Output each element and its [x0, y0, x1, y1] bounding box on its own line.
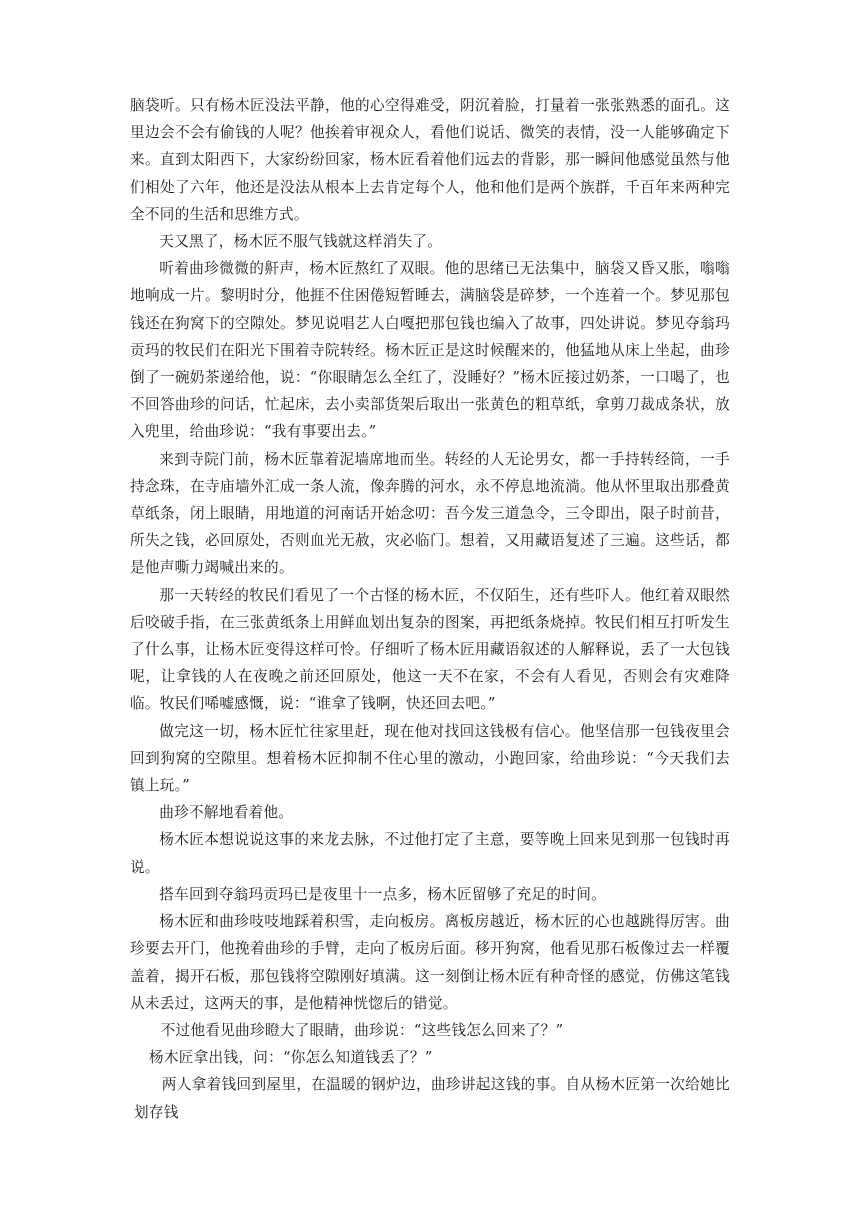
paragraph-6: 做完这一切，杨木匠忙往家里赶，现在他对找回这钱极有信心。他坚信那一包钱夜里会回到狗窝的空隙里。想着杨木匠抑制不住心里的激动，小跑回家，给曲珍说：“今天我们去镇上玩。”: [130, 722, 730, 795]
paragraph-8: 杨木匠本想说说这事的来龙去脉，不过他打定了主意，要等晚上回来见到那一包钱时再说。: [130, 831, 730, 876]
paragraph-3: 听着曲珍微微的鼾声，杨木匠熬红了双眼。他的思绪已无法集中，脑袋又昏又胀，嗡嗡地响成一片。黎明时分，他捱不住困倦短暂睡去，满脑袋是碎梦，一个连着一个。梦见那包钱还在狗窝下的空隙处。梦见说唱艺人白嘎把那包钱也编入了故事，四处讲说。梦见夺翁玛贡玛的牧民们在阳光下围着寺院转经。杨木匠正是这时候醒来的，他猛地从床上坐起，曲珍倒了一碗奶茶递给他，说：“你眼睛怎么全红了，没睡好？”杨木匠接过奶茶，一口喝了，也不回答曲珍的问话，忙起床，去小卖部货架后取出一张黄色的粗草纸，拿剪刀裁成条状，放入兜里，给曲珍说：“我有事要出去。”: [130, 260, 730, 441]
paragraph-13: 两人拿着钱回到屋里，在温暖的钢炉边，曲珍讲起这钱的事。自从杨木匠第一次给她比划存钱: [134, 1076, 730, 1121]
paragraph-5: 那一天转经的牧民们看见了一个古怪的杨木匠，不仅陌生，还有些吓人。他红着双眼然后咬破手指，在三张黄纸条上用鲜血划出复杂的图案，再把纸条烧掉。牧民们相互打听发生了什么事，让杨木匠变得这样可怜。仔细听了杨木匠用藏语叙述的人解释说，丢了一大包钱呢，让拿钱的人在夜晚之前还回原处，他这一天不在家，不会有人看见，否则会有灾难降临。牧民们唏嘘感慨，说：“谁拿了钱啊，快还回去吧。”: [130, 586, 730, 713]
paragraph-11: 不过他看见曲珍瞪大了眼睛，曲珍说：“这些钱怎么回来了？”: [160, 1021, 564, 1039]
paragraph-2: 天又黑了，杨木匠不服气钱就这样消失了。: [159, 233, 443, 251]
paragraph-10: 杨木匠和曲珍吱吱地踩着积雪，走向板房。离板房越近，杨木匠的心也越跳得厉害。曲珍要去开门，他挽着曲珍的手臂，走向了板房后面。移开狗窝，他看见那石板像过去一样覆盖着，揭开石板，那包钱将空隙刚好填满。这一刻倒让杨木匠有种奇怪的感觉，仿佛这笔钱从未丢过，这两天的事，是他精神恍惚后的错觉。: [130, 913, 730, 1012]
paragraph-7: 曲珍不解地看着他。: [159, 804, 294, 822]
document-page: [130, 92, 730, 1126]
paragraph-12: 杨木匠拿出钱，问：“你怎么知道钱丢了？”: [148, 1049, 433, 1067]
paragraph-1: 脑袋听。只有杨木匠没法平静，他的心空得难受，阴沉着脸，打量着一张张熟悉的面孔。这里边会不会有偷钱的人呢？他挨着审视众人，看他们说话、微笑的表情，没一人能够确定下来。直到太阳西下，大家纷纷回家，杨木匠看着他们远去的背影，那一瞬间他感觉虽然与他们相处了六年，他还是没法从根本上去肯定每个人，他和他们是两个族群，千百年来两种完全不同的生活和思维方式。: [130, 97, 730, 223]
paragraph-9: 搭车回到夺翁玛贡玛已是夜里十一点多，杨木匠留够了充足的时间。: [159, 885, 607, 903]
paragraph-4: 来到寺院门前，杨木匠靠着泥墙席地而坐。转经的人无论男女，都一手持转经筒，一手持念珠，在寺庙墙外汇成一条人流，像奔腾的河水，永不停息地流淌。他从怀里取出那叠黄草纸条，闭上眼睛，用地道的河南话开始念叨：吾今发三道急令，三令即出，限子时前昔，所失之钱，必回原处，否则血光无赦，灾必临门。想着，又用藏语复述了三遍。这些话，都是他声嘶力竭喊出来的。: [130, 450, 730, 577]
